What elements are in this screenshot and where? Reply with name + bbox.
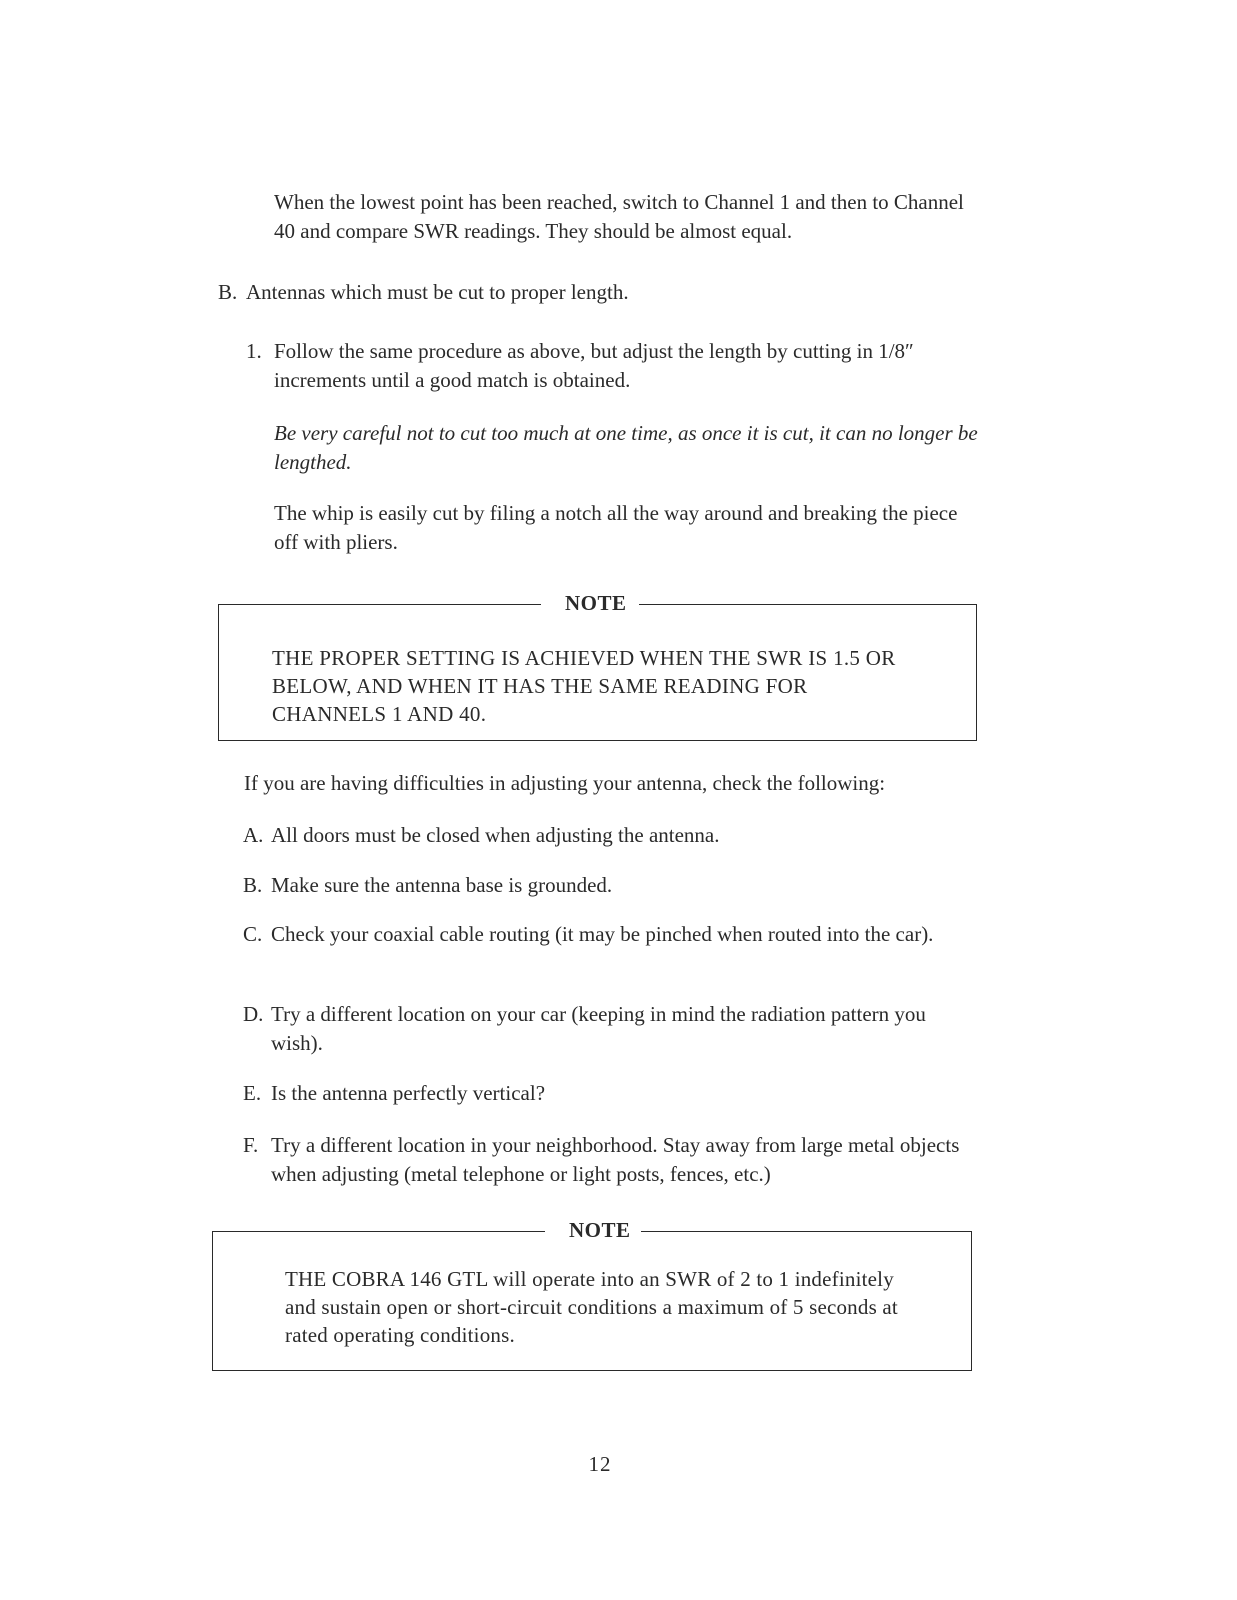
- note-1-rule-left: [219, 604, 541, 605]
- note-box-2: [212, 1218, 972, 1371]
- note-2-text: THE COBRA 146 GTL will operate into an SWR of 2 to 1 indefinitely and sustain open or short-circuit conditions a maximum of 5 seconds at rated operating conditions.: [285, 1267, 898, 1347]
- section-b-heading: Antennas which must be cut to proper length.: [246, 280, 629, 304]
- note-2-rule-left: [213, 1231, 545, 1232]
- note-box-1: [218, 591, 977, 741]
- step-1-number: 1.: [246, 339, 262, 363]
- step-1-text: Follow the same procedure as above, but adjust the length by cutting in 1/8″ increments until a good match is obtained.: [274, 339, 914, 392]
- item-c-text: Check your coaxial cable routing (it may be pinched when routed into the car).: [271, 922, 934, 946]
- note-2-title: NOTE: [569, 1218, 631, 1242]
- item-b-label: B.: [243, 873, 263, 897]
- item-d-text: Try a different location on your car (keeping in mind the radiation pattern you wish).: [271, 1002, 926, 1055]
- page-number: 12: [588, 1452, 612, 1476]
- item-a-text: All doors must be closed when adjusting the antenna.: [271, 823, 720, 847]
- note-1-rule-right: [639, 604, 976, 605]
- caution-text: Be very careful not to cut too much at one time, as once it is cut, it can no longer be lengthed.: [274, 421, 978, 474]
- note-1-title: NOTE: [565, 591, 627, 615]
- troubleshooting-intro: If you are having difficulties in adjusting your antenna, check the following:: [244, 771, 886, 795]
- whip-tip-text: The whip is easily cut by filing a notch all the way around and breaking the piece off with pliers.: [274, 501, 958, 554]
- item-f-label: F.: [243, 1133, 259, 1157]
- item-d-label: D.: [243, 1002, 264, 1026]
- intro-paragraph: When the lowest point has been reached, switch to Channel 1 and then to Channel 40 and compare SWR readings. They should be almost equal.: [274, 190, 964, 243]
- note-2-rule-right: [641, 1231, 971, 1232]
- item-b-text: Make sure the antenna base is grounded.: [271, 873, 613, 897]
- item-f-text: Try a different location in your neighborhood. Stay away from large metal objects when adjusting (metal telephone or light posts, fences, etc.): [271, 1133, 960, 1186]
- item-a-label: A.: [243, 823, 264, 847]
- item-e-label: E.: [243, 1081, 262, 1105]
- item-e-text: Is the antenna perfectly vertical?: [271, 1081, 546, 1105]
- item-c-label: C.: [243, 922, 263, 946]
- note-1-text: THE PROPER SETTING IS ACHIEVED WHEN THE SWR IS 1.5 OR BELOW, AND WHEN IT HAS THE SAME READING FOR CHANNELS 1 AND 40.: [272, 646, 896, 726]
- section-b-label: B.: [218, 280, 238, 304]
